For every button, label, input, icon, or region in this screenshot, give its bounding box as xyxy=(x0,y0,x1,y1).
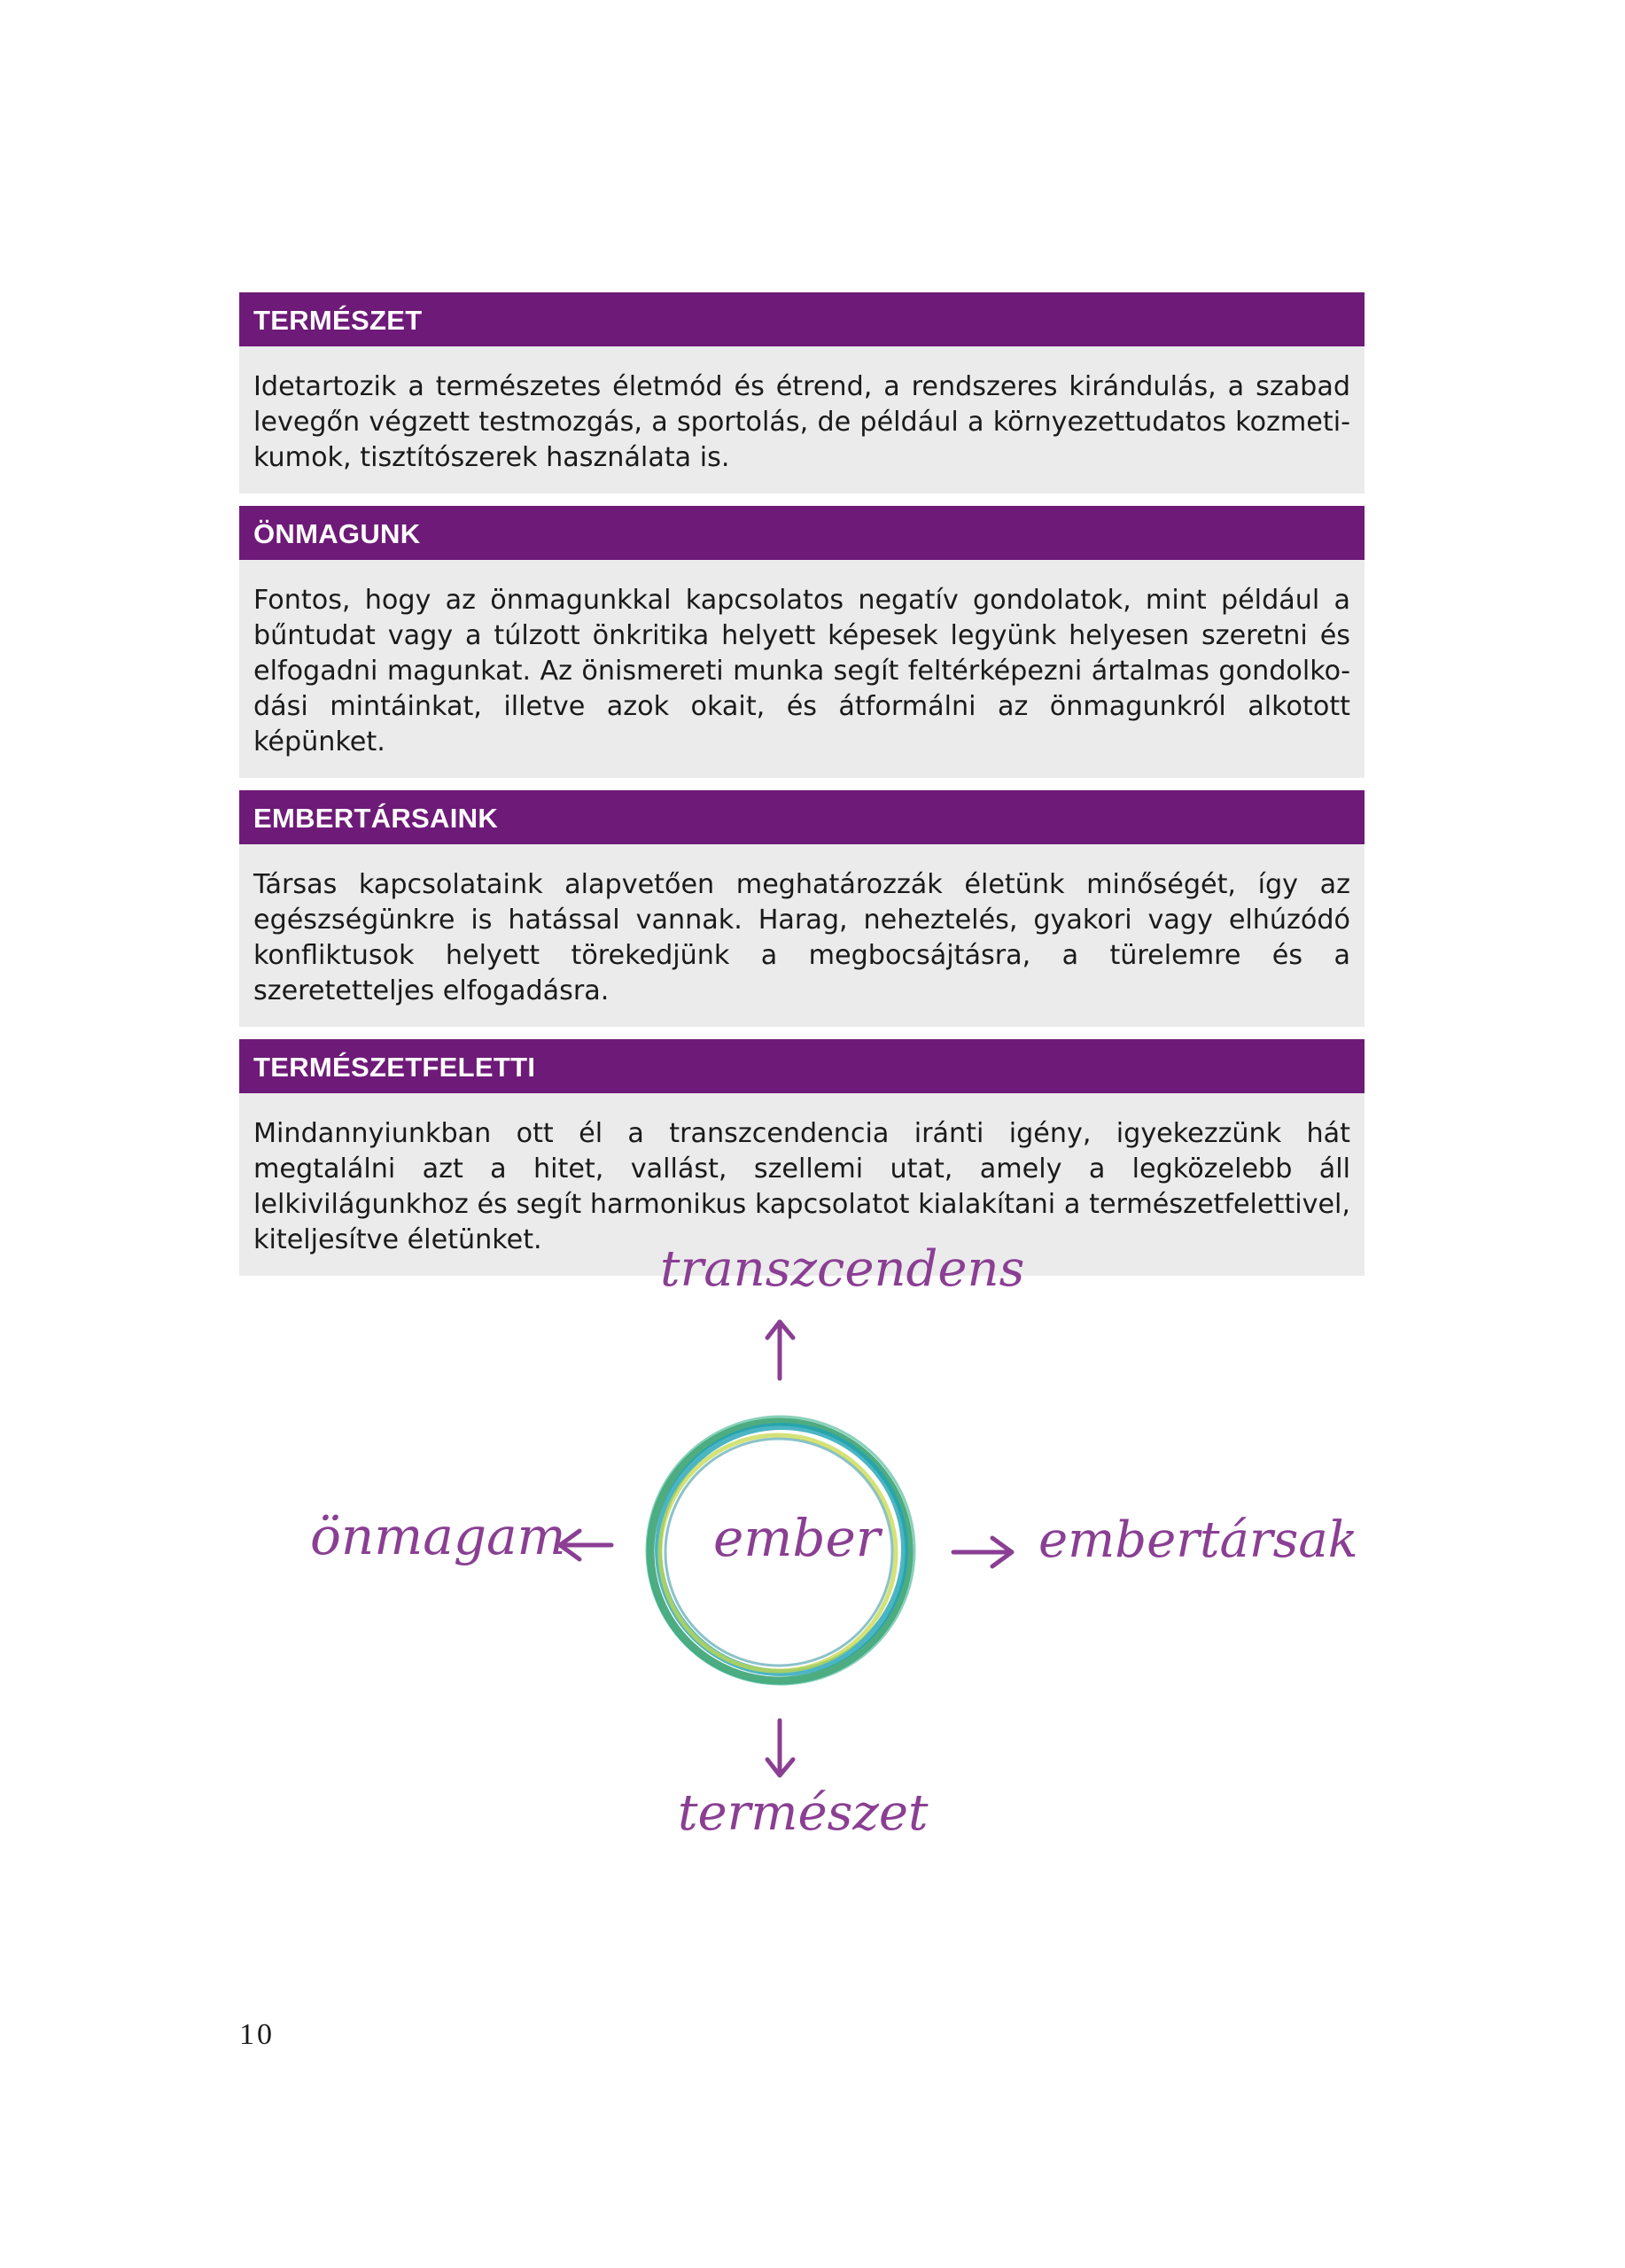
section-text: Fontos, hogy az önmagunkkal kapcsolatos negatív gondolatok, mint például a bűntudat vagy a túlzott önkritika helyett képesek legyünk helyesen szeretni és elfogadni magunkat. Az önismereti munka segít feltérképezni ártalmas gondolkodási mintáinkat, illetve azok okait, és átformálni az önmagunkról alkotott képünket. xyxy=(239,560,1365,778)
section-onmagunk xyxy=(239,506,1365,778)
section-text: Mindannyiunkban ott él a transzcendencia iránti igény, igyekezzünk hát megtalálni azt a hitet, vallást, szellemi utat, amely a legközelebb áll lelkivilágunkhoz és segít harmonikus kapcsolatot kialakítani a természetfelettivel, kiteljesítve életünket. xyxy=(239,1093,1365,1276)
right-arrow-icon xyxy=(953,1538,1012,1566)
section-title: TERMÉSZET xyxy=(239,292,1365,346)
down-arrow-icon xyxy=(767,1720,793,1775)
section-termeszet xyxy=(239,292,1365,493)
section-embertarsaink xyxy=(239,790,1365,1027)
section-title: ÖNMAGUNK xyxy=(239,506,1365,560)
label-termeszet: természet xyxy=(678,1784,929,1842)
section-title: TERMÉSZETFELETTI xyxy=(239,1039,1365,1093)
label-onmagam: önmagam xyxy=(310,1506,566,1566)
up-arrow-icon xyxy=(767,1322,793,1379)
label-transzcendens: transzcendens xyxy=(660,1240,1025,1298)
section-text: Idetartozik a természetes életmód és étrend, a rendszeres kirándulás, a szabad levegőn végzett testmozgás, a sportolás, de például a környezettudatos kozmetikumok, tisztítószerek használata is. xyxy=(239,346,1365,493)
section-title: EMBERTÁRSAINK xyxy=(239,790,1365,844)
label-ember: ember xyxy=(713,1508,881,1568)
relationship-diagram xyxy=(0,1223,1625,1896)
content-sections xyxy=(239,292,1365,1288)
page-number: 10 xyxy=(239,2018,275,2051)
section-text: Társas kapcsolataink alapvetően meghatározzák életünk minőségét, így az egészségünkre is hatással vannak. Harag, neheztelés, gyakori vagy elhúzódó konfliktusok helyett törekedjünk a megbocsájtásra, a türelemre és a szeretetteljes elfogadásra. xyxy=(239,844,1365,1027)
label-embertarsak: embertársak xyxy=(1038,1511,1358,1569)
left-arrow-icon xyxy=(560,1531,611,1559)
